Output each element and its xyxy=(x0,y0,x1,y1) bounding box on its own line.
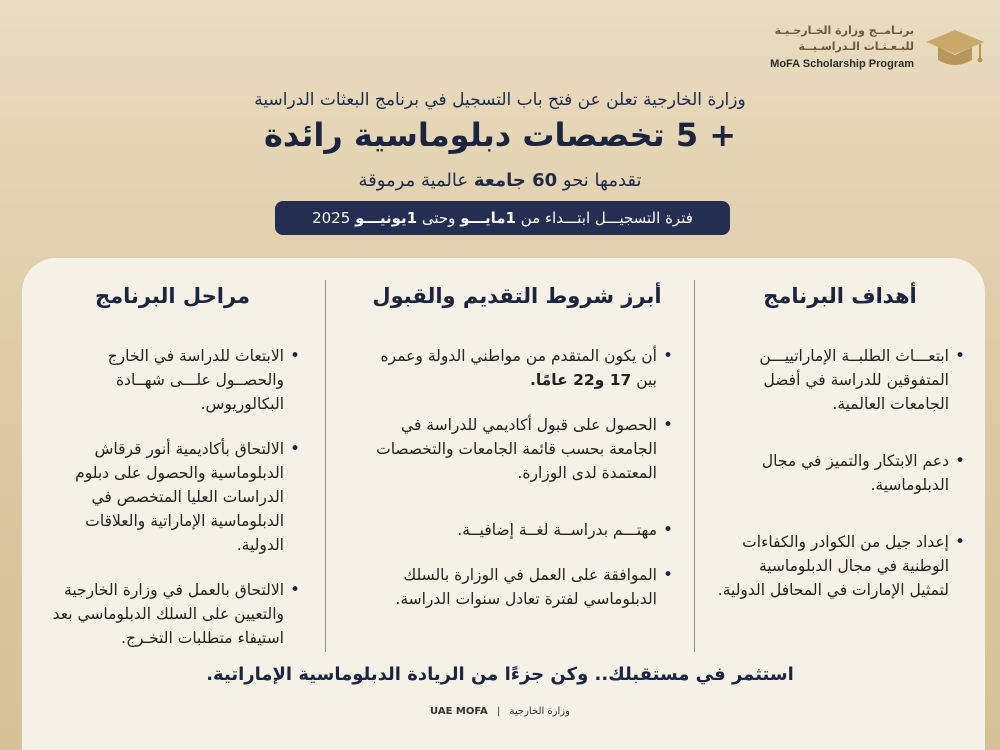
logo-english: MoFA Scholarship Program xyxy=(770,58,914,70)
list-item: • الحصول على قبول أكاديمي للدراسة في الجامعة بحسب قائمة الجامعات والتخصصات المعتمدة لدى الوزارة. xyxy=(361,413,673,485)
list-item: • الابتعاث للدراسة في الخارج والحصــول علـــى شهــادة البكالوريوس. xyxy=(45,344,300,416)
logo-arabic-line2: للبـعـثـات الـدراسـيــة xyxy=(798,40,914,53)
graduation-cap-icon xyxy=(924,26,986,72)
list-item: • ابتعـــاث الطلبــة الإماراتييـــن المتفوقين للدراسة في أفضل الجامعات العالمية. xyxy=(715,344,965,416)
registration-middle: وحتى xyxy=(421,209,456,227)
subline xyxy=(0,170,1000,191)
registration-prefix: فترة التسجيـــل ابتـــداء من xyxy=(520,209,693,227)
list-item: • إعداد جيل من الكوادر والكفاءات الوطنية في مجال الدبلوماسية لتمثيل الإمارات في المحافل الدولية. xyxy=(715,530,965,602)
conditions-title: أبرز شروط التقديم والقبول xyxy=(372,284,662,308)
footer-arabic: وزارة الخارجية xyxy=(509,706,570,717)
list-item: • مهتـــم بدراســة لغــة إضافيــة. xyxy=(361,518,673,542)
intro-text: وزارة الخارجية تعلن عن فتح باب التسجيل في برنامج البعثات الدراسية xyxy=(254,90,746,110)
stages-list xyxy=(45,344,300,650)
list-item: • دعم الابتكار والتميز في مجال الدبلوماسية. xyxy=(715,449,965,497)
registration-period-banner xyxy=(275,201,730,235)
conditions-list xyxy=(361,344,673,611)
footer-separator: | xyxy=(496,706,501,717)
headline: + 5 تخصصات دبلوماسية رائدة xyxy=(263,116,737,154)
goals-list xyxy=(715,344,965,602)
subline-after: عالمية مرموقة xyxy=(358,170,469,191)
call-to-action: استثمر في مستقبلك.. وكن جزءًا من الريادة الدبلوماسية الإماراتية. xyxy=(206,664,794,685)
column-divider xyxy=(325,280,326,652)
list-item xyxy=(361,344,673,392)
footer-brand xyxy=(0,706,1000,717)
subline-bold: 60 جامعة xyxy=(473,170,558,191)
stages-column xyxy=(45,258,300,658)
registration-end: 1يونيـــو xyxy=(355,209,418,227)
goals-column xyxy=(715,258,965,658)
footer-english: UAE MOFA xyxy=(430,706,488,717)
list-item: • الالتحاق بأكاديمية أنور قرقاش الدبلوماسية والحصول على دبلوم الدراسات العليا المتخصص في الدبلوماسية الإماراتية والعلاقات الدولية. xyxy=(45,437,300,557)
subline-before: تقدمها نحو xyxy=(562,170,642,191)
column-divider xyxy=(694,280,695,652)
list-item: • الموافقة على العمل في الوزارة بالسلك الدبلوماسي لفترة تعادل سنوات الدراسة. xyxy=(361,563,673,611)
program-logo xyxy=(746,22,986,74)
registration-start: 1مايـــو xyxy=(460,209,516,227)
list-item: • الالتحاق بالعمل في وزارة الخارجية والتعيين على السلك الدبلوماسي بعد استيفاء متطلبات التخـرج. xyxy=(45,578,300,650)
logo-arabic-line1: برنـامــج وزارة الخـارجـيـة xyxy=(774,24,914,37)
conditions-column xyxy=(361,258,673,658)
condition-age-text: أن يكون المتقدم من مواطني الدولة وعمره بين xyxy=(380,347,657,389)
condition-age-bold: 17 و22 عامًا. xyxy=(529,371,632,389)
stages-title: مراحل البرنامج xyxy=(94,284,251,308)
goals-title: أهداف البرنامج xyxy=(763,284,917,308)
registration-year: 2025 xyxy=(312,209,351,227)
